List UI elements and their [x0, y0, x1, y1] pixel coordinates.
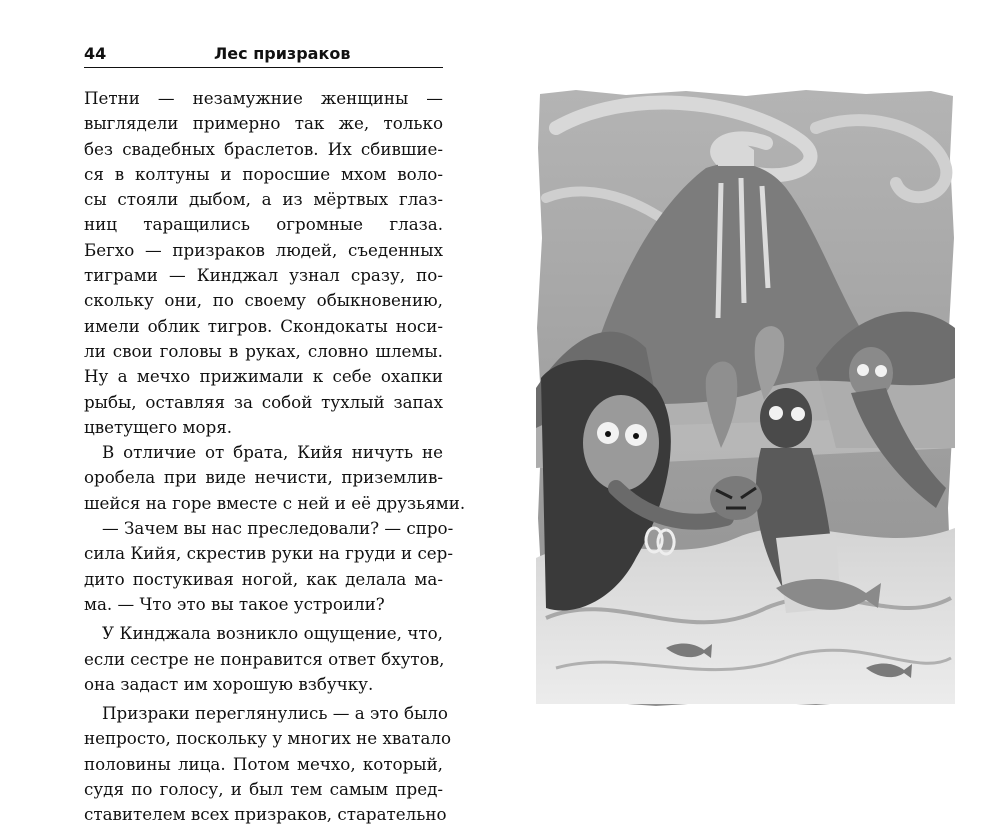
body-text [84, 86, 466, 828]
text-line: непросто, поскольку у многих не хватало [84, 728, 452, 749]
text-line: судя по голосу, и был тем самым пред- [84, 779, 443, 800]
paragraph [84, 701, 452, 827]
header-rule [84, 67, 443, 68]
tiger-head-icon [710, 476, 762, 520]
text-line: Петни — незамужние женщины — [84, 88, 443, 108]
running-header [84, 40, 443, 70]
paragraph [84, 86, 443, 440]
text-line: Бегхо — призраков людей, съеденных [84, 239, 443, 260]
text-line: дито постукивая ногой, как делала ма- [84, 568, 443, 589]
text-line: без свадебных браслетов. Их сбившие- [84, 138, 443, 159]
text-line: если сестре не понравится ответ бхутов, [84, 648, 445, 669]
text-line: ма. — Что это вы такое устроили? [84, 593, 385, 614]
text-line: имели облик тигров. Скондокаты носи- [84, 315, 443, 336]
text-line: шейся на горе вместе с ней и её друзьями. [84, 492, 466, 513]
ghost-face-icon [583, 395, 659, 491]
text-line: она задаст им хорошую взбучку. [84, 673, 374, 694]
text-line: выглядели примерно так же, только [84, 113, 443, 134]
text-line: ся в колтуны и поросшие мхом воло- [84, 163, 443, 184]
text-line: — Зачем вы нас преследовали? — спро- [102, 518, 454, 539]
paragraph [84, 621, 443, 697]
text-line: У Кинджала возникло ощущение, что, [102, 623, 443, 644]
paragraph [84, 516, 454, 617]
text-line: цветущего моря. [84, 416, 233, 437]
left-page [0, 0, 500, 825]
text-line: скольку они, по своему обыкновению, [84, 290, 443, 311]
text-line: оробела при виде нечисти, приземлив- [84, 467, 443, 488]
text-line: ниц таращились огромные глаза. [84, 214, 443, 235]
running-title: Лес призраков [214, 44, 351, 63]
ghost-head-icon [760, 388, 812, 448]
text-line: ставителем всех призраков, старательно [84, 804, 447, 825]
text-line: сы стояли дыбом, а из мёртвых глаз- [84, 189, 443, 210]
text-line: В отличие от брата, Кийя ничуть не [102, 442, 443, 463]
text-line: ли свои головы в руках, словно шлемы. [84, 340, 443, 361]
text-line: половины лица. Потом мечхо, который, [84, 753, 443, 774]
paragraph [84, 440, 466, 516]
ghosts-on-mountain-illustration [536, 88, 955, 708]
page-number: 44 [84, 44, 107, 63]
text-line: Ну а мечхо прижимали к себе охапки [84, 366, 443, 387]
text-line: тиграми — Кинджал узнал сразу, по- [84, 265, 443, 286]
text-line: сила Кийя, скрестив руки на груди и сер- [84, 543, 453, 564]
text-line: Призраки переглянулись — а это было [102, 703, 448, 724]
text-line: рыбы, оставляя за собой тухлый запах [84, 391, 443, 412]
